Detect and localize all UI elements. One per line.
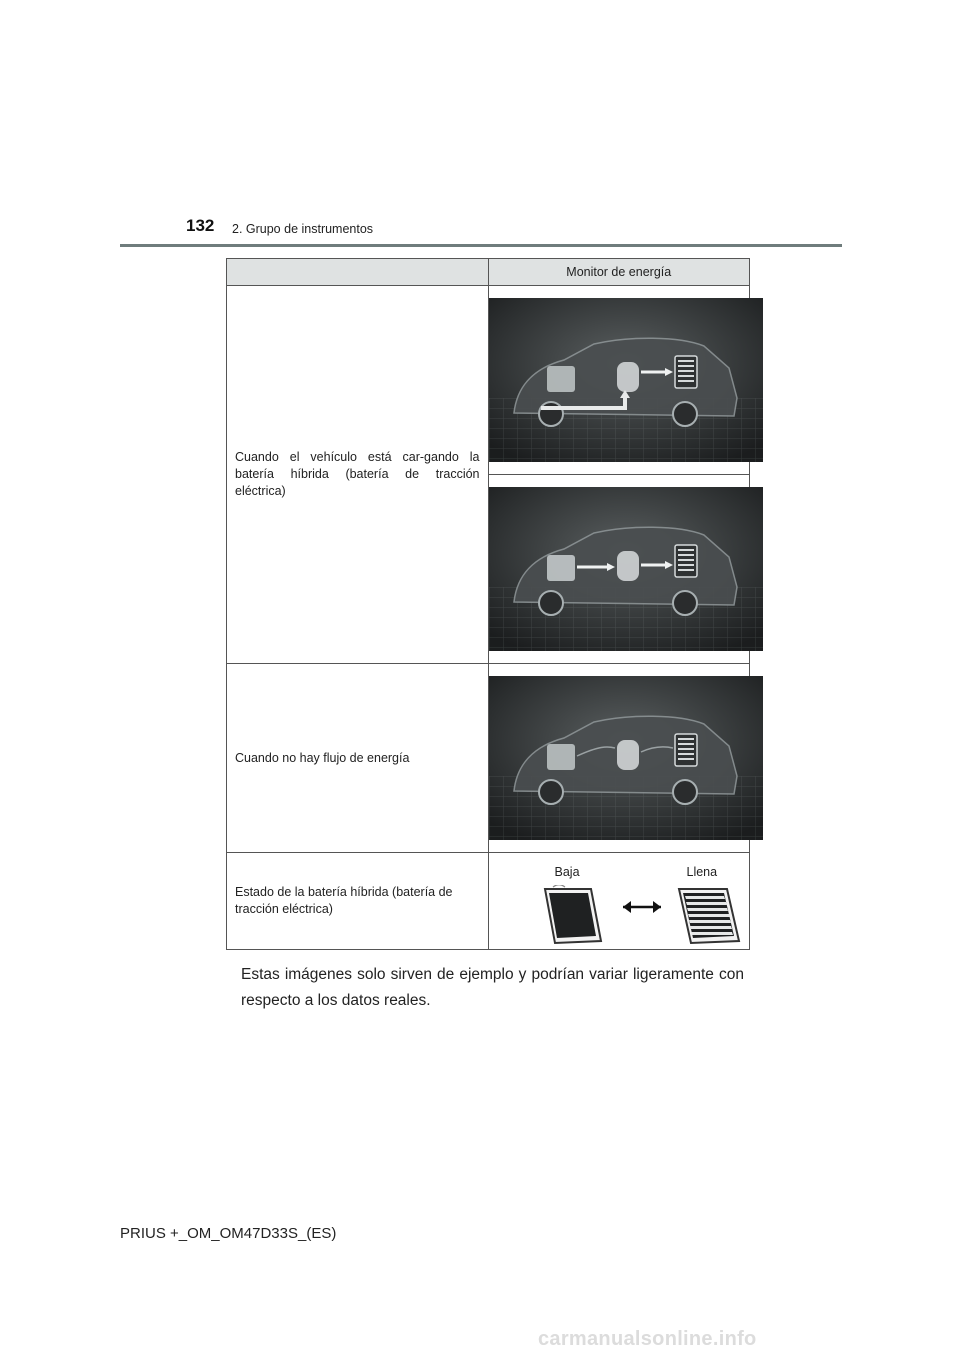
battery-full-label: Llena: [686, 865, 718, 879]
watermark: carmanualsonline.info: [538, 1328, 757, 1350]
section-title: 2. Grupo de instrumentos: [232, 222, 374, 236]
battery-state-cell: [488, 853, 750, 950]
battery-low-icon: [535, 885, 607, 947]
energy-monitor-charging-1-image: [489, 298, 763, 462]
battery-full-icon: [669, 885, 745, 947]
monitor-image-cell: [488, 475, 750, 664]
table-row: [227, 664, 750, 853]
energy-monitor-table: [226, 258, 750, 950]
page-number: 132: [186, 216, 215, 235]
battery-low-label: Baja: [554, 865, 580, 879]
monitor-image-cell: [488, 664, 750, 853]
condition-battery-state: Estado de la batería híbrida (batería de tracción eléctrica): [227, 853, 489, 950]
energy-monitor-no-flow-image: [489, 676, 763, 840]
monitor-image-cell: [488, 286, 750, 475]
double-arrow-icon: [621, 897, 663, 917]
table-header-row: [227, 259, 750, 286]
note-text: Estas imágenes solo sirven de ejemplo y podrían variar ligeramente con respecto a los datos reales.: [241, 966, 744, 1009]
footer-code: PRIUS +_OM_OM47D33S_(ES): [120, 1225, 337, 1242]
table-row: [227, 286, 750, 475]
empty-header-cell: [227, 259, 489, 286]
energy-monitor-charging-2-image: [489, 487, 763, 651]
header-rule: [120, 244, 842, 247]
column-header: Monitor de energía: [488, 259, 750, 286]
table-row: [227, 853, 750, 950]
condition-no-flow: Cuando no hay flujo de energía: [227, 664, 489, 853]
condition-charging: Cuando el vehículo está car-gando la batería híbrida (batería de tracción eléctrica): [227, 286, 489, 664]
